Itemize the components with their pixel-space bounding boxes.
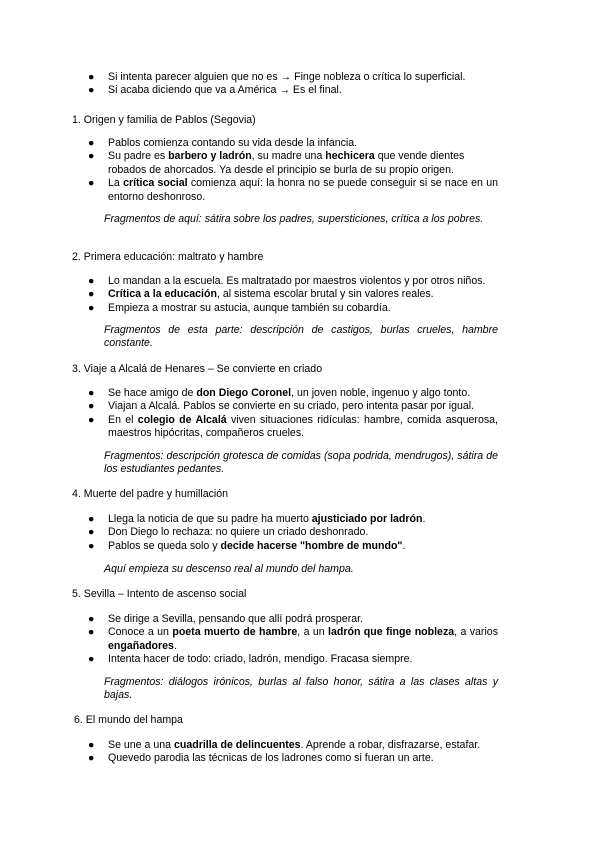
- bullet-icon: ●: [88, 653, 95, 666]
- list-item: ● Don Diego lo rechaza: no quiere un criado deshonrado.: [88, 526, 369, 539]
- bullet-icon: ●: [88, 513, 95, 525]
- list-item: ● La crítica social comienza aquí: la honra no se puede conseguir si se nace en un entorno deshonroso.: [88, 177, 498, 203]
- bullet-icon: ●: [88, 526, 95, 539]
- bullet-icon: ●: [88, 739, 95, 751]
- list-item: ● En el colegio de Alcalá viven situaciones ridículas: hambre, comida asquerosa, maestros hipócritas, compañeros crueles.: [88, 413, 498, 440]
- list-item: ● Pablos comienza contando su vida desde la infancia.: [88, 137, 358, 149]
- section-heading-4: 4. Muerte del padre y humillación: [72, 488, 229, 500]
- section-2-list: [0, 275, 600, 315]
- list-item: ● Se une a una cuadrilla de delincuentes. Aprende a robar, disfrazarse, estafar.: [88, 739, 481, 751]
- list-item: ● Si acaba diciendo que va a América → Es el final.: [88, 84, 342, 97]
- bullet-icon: ●: [88, 301, 95, 314]
- list-item: ● Viajan a Alcalá. Pablos se convierte en su criado, pero intenta pasar por igual.: [88, 400, 475, 413]
- list-item: ● Crítica a la educación, al sistema escolar brutal y sin valores reales.: [88, 288, 434, 301]
- list-item: ● Empieza a mostrar su astucia, aunque también su cobardía.: [88, 301, 391, 314]
- bullet-icon: ●: [88, 752, 95, 765]
- bullet-icon: ●: [88, 288, 95, 301]
- section-1-list: [0, 137, 600, 204]
- bullet-icon: ●: [88, 71, 95, 83]
- fragment-note-2: Fragmentos de esta parte: descripción de castigos, burlas crueles, hambre constante.: [104, 324, 498, 350]
- bullet-icon: ●: [88, 413, 95, 426]
- section-3-list: [0, 387, 600, 441]
- intro-list: [0, 71, 600, 98]
- list-item: ● Conoce a un poeta muerto de hambre, a un ladrón que finge nobleza, a varios engañadores.: [88, 626, 498, 652]
- fragment-note-4: Aquí empieza su descenso real al mundo del hampa.: [104, 563, 354, 575]
- list-item: ● Su padre es barbero y ladrón, su madre una hechicera que vende dientes robados de ahorcados. Ya desde el principio se burla de su propio origen.: [88, 150, 465, 176]
- section-6-list: [0, 739, 600, 766]
- bullet-icon: ●: [88, 84, 95, 97]
- section-heading-1: 1. Origen y familia de Pablos (Segovia): [72, 114, 256, 126]
- bullet-icon: ●: [88, 150, 95, 163]
- list-item: ● Se hace amigo de don Diego Coronel, un joven noble, ingenuo y algo tonto.: [88, 387, 471, 399]
- bullet-icon: ●: [88, 400, 95, 413]
- bullet-icon: ●: [88, 626, 95, 639]
- fragment-note-1: Fragmentos de aquí: sátira sobre los padres, supersticiones, crítica a los pobres.: [104, 213, 484, 225]
- bullet-icon: ●: [88, 539, 95, 552]
- section-heading-3: 3. Viaje a Alcalá de Henares – Se convierte en criado: [72, 363, 323, 375]
- bullet-icon: ●: [88, 137, 95, 149]
- list-item: ● Pablos se queda solo y decide hacerse "hombre de mundo".: [88, 539, 406, 552]
- list-item: ● Se dirige a Sevilla, pensando que allí podrá prosperar.: [88, 613, 364, 625]
- bullet-icon: ●: [88, 613, 95, 625]
- section-4-list: [0, 513, 600, 553]
- list-item: ● Llega la noticia de que su padre ha muerto ajusticiado por ladrón.: [88, 513, 426, 525]
- list-item: ● Si intenta parecer alguien que no es → Finge nobleza o crítica lo superficial.: [88, 71, 466, 83]
- section-5-list: [0, 613, 600, 667]
- section-heading-5: 5. Sevilla – Intento de ascenso social: [72, 588, 247, 600]
- fragment-note-3: Fragmentos: descripción grotesca de comidas (sopa podrida, mendrugos), sátira de los estudiantes pedantes.: [104, 450, 498, 476]
- section-heading-2: 2. Primera educación: maltrato y hambre: [72, 251, 264, 263]
- bullet-icon: ●: [88, 177, 95, 190]
- list-item: ● Quevedo parodia las técnicas de los ladrones como si fueran un arte.: [88, 752, 434, 765]
- bullet-icon: ●: [88, 275, 95, 287]
- bullet-icon: ●: [88, 387, 95, 399]
- fragment-note-5: Fragmentos: diálogos irónicos, burlas al falso honor, sátira a las clases altas y bajas.: [104, 676, 498, 702]
- list-item: ● Intenta hacer de todo: criado, ladrón, mendigo. Fracasa siempre.: [88, 653, 413, 666]
- list-item: ● Lo mandan a la escuela. Es maltratado por maestros violentos y por otros niños.: [88, 275, 486, 287]
- section-heading-6: 6. El mundo del hampa: [74, 714, 183, 726]
